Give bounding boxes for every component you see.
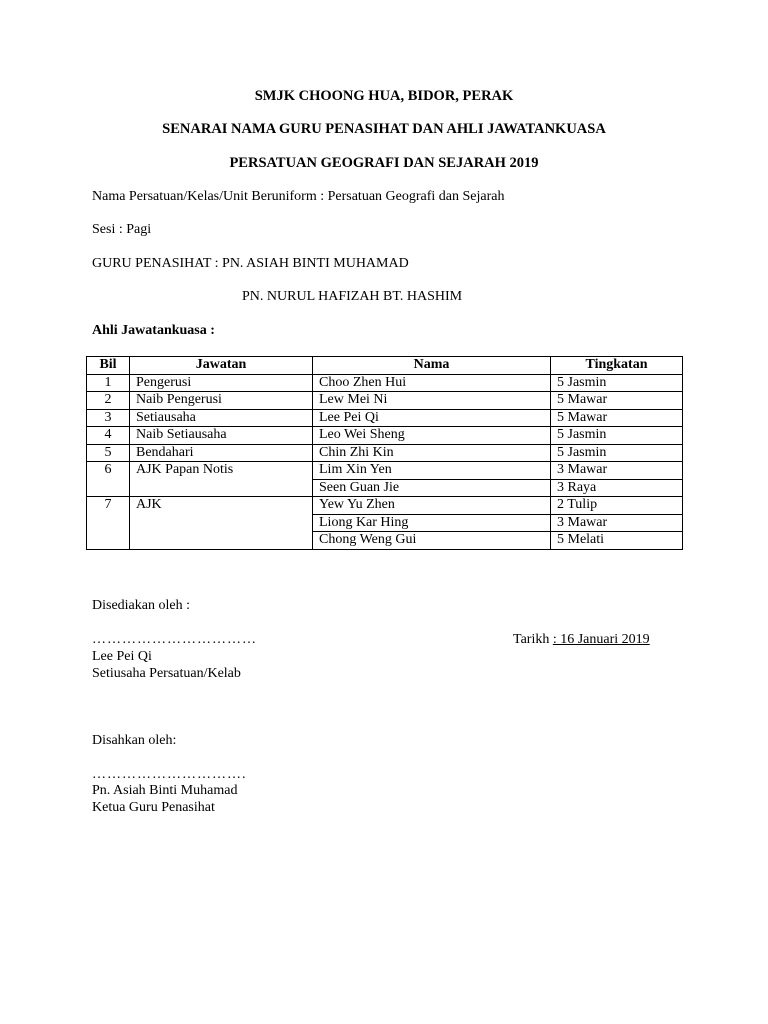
guru-penasihat-line: GURU PENASIHAT : PN. ASIAH BINTI MUHAMAD	[92, 256, 409, 271]
cell-nama: Choo Zhen Hui	[313, 374, 551, 392]
committee-table	[86, 356, 683, 550]
cell-jawatan: Pengerusi	[130, 374, 313, 392]
prepared-by-label: Disediakan oleh :	[92, 598, 190, 613]
sesi-line: Sesi : Pagi	[92, 222, 152, 237]
cell-jawatan: Bendahari	[130, 444, 313, 462]
table-row	[87, 462, 683, 480]
table-row	[87, 374, 683, 392]
cell-bil: 5	[87, 444, 130, 462]
cell-bil: 4	[87, 427, 130, 445]
cell-jawatan: Naib Setiausaha	[130, 427, 313, 445]
cell-bil: 3	[87, 409, 130, 427]
cell-nama: Chin Zhi Kin	[313, 444, 551, 462]
ahli-jawatankuasa-heading: Ahli Jawatankuasa :	[92, 323, 215, 338]
persatuan-line: Nama Persatuan/Kelas/Unit Beruniform : Persatuan Geografi dan Sejarah	[92, 189, 505, 204]
cell-tingkatan: 5 Mawar	[551, 392, 683, 410]
header-nama: Nama	[313, 357, 551, 375]
prepared-signature-line: ……………………………	[92, 632, 257, 647]
society-title: PERSATUAN GEOGRAFI DAN SEJARAH 2019	[229, 155, 539, 171]
cell-nama: Seen Guan Jie	[313, 479, 551, 497]
cell-tingkatan: 3 Mawar	[551, 514, 683, 532]
header-bil: Bil	[87, 357, 130, 375]
cell-jawatan: AJK	[130, 497, 313, 550]
table-row	[87, 409, 683, 427]
cell-tingkatan: 5 Jasmin	[551, 427, 683, 445]
cell-nama: Lim Xin Yen	[313, 462, 551, 480]
cell-nama: Chong Weng Gui	[313, 532, 551, 550]
cell-tingkatan: 5 Jasmin	[551, 374, 683, 392]
date-label: Tarikh	[513, 632, 553, 647]
cell-jawatan: AJK Papan Notis	[130, 462, 313, 497]
cell-tingkatan: 5 Jasmin	[551, 444, 683, 462]
cell-tingkatan: 5 Melati	[551, 532, 683, 550]
table-row	[87, 392, 683, 410]
cell-nama: Liong Kar Hing	[313, 514, 551, 532]
list-title: SENARAI NAMA GURU PENASIHAT DAN AHLI JAWATANKUASA	[162, 121, 606, 137]
cell-jawatan: Naib Pengerusi	[130, 392, 313, 410]
school-title: SMJK CHOONG HUA, BIDOR, PERAK	[254, 88, 514, 104]
cell-nama: Lew Mei Ni	[313, 392, 551, 410]
cell-jawatan: Setiausaha	[130, 409, 313, 427]
date-value: : 16 Januari 2019	[552, 632, 650, 647]
cell-nama: Leo Wei Sheng	[313, 427, 551, 445]
header-jawatan: Jawatan	[130, 357, 313, 375]
table-header-row	[87, 357, 683, 375]
cell-tingkatan: 5 Mawar	[551, 409, 683, 427]
guru-penasihat-second: PN. NURUL HAFIZAH BT. HASHIM	[242, 289, 463, 304]
prepared-by-name: Lee Pei Qi	[92, 649, 152, 664]
cell-tingkatan: 3 Raya	[551, 479, 683, 497]
cell-tingkatan: 2 Tulip	[551, 497, 683, 515]
table-row	[87, 497, 683, 515]
prepared-by-role: Setiusaha Persatuan/Kelab	[92, 666, 241, 681]
date-line	[513, 632, 650, 648]
committee-table-body	[87, 374, 683, 549]
cell-bil: 2	[87, 392, 130, 410]
approved-by-label: Disahkan oleh:	[92, 733, 177, 748]
cell-bil: 6	[87, 462, 130, 497]
approved-signature-line: ………………………….	[92, 767, 247, 782]
cell-tingkatan: 3 Mawar	[551, 462, 683, 480]
cell-nama: Lee Pei Qi	[313, 409, 551, 427]
table-row	[87, 427, 683, 445]
cell-nama: Yew Yu Zhen	[313, 497, 551, 515]
cell-bil: 1	[87, 374, 130, 392]
header-tingkatan: Tingkatan	[551, 357, 683, 375]
cell-bil: 7	[87, 497, 130, 550]
approved-by-name: Pn. Asiah Binti Muhamad	[92, 783, 238, 798]
table-row	[87, 444, 683, 462]
approved-by-role: Ketua Guru Penasihat	[92, 800, 215, 815]
